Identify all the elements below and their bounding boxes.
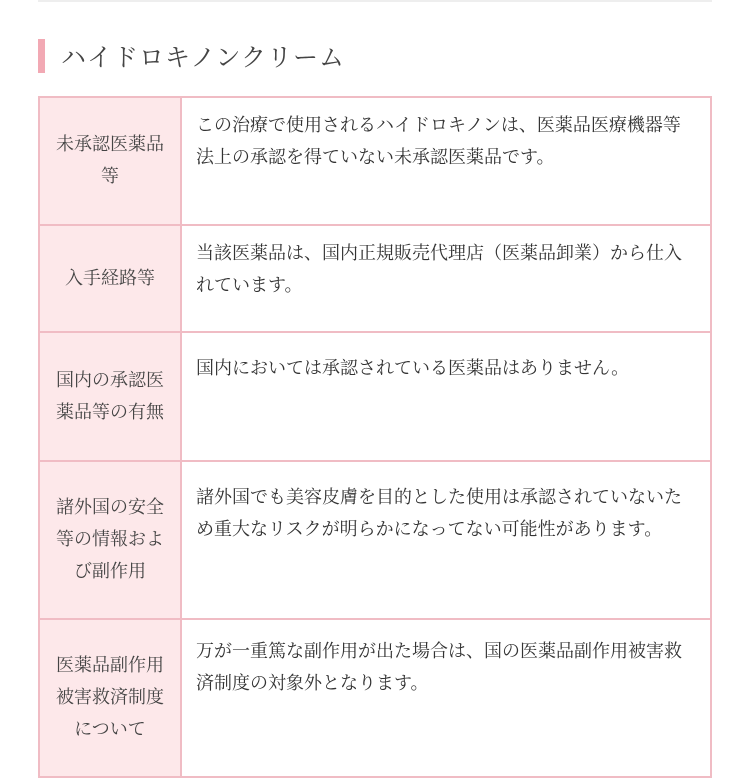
- row-label: 医薬品副作用被害救済制度について: [39, 619, 181, 777]
- row-value: [181, 461, 711, 619]
- unapproved-drug-info-table: [38, 96, 712, 778]
- table-row: [39, 97, 711, 225]
- row-value-text: 当該医薬品は、国内正規販売代理店（医薬品卸業）から仕入れています。: [196, 243, 682, 296]
- top-divider: [38, 0, 712, 2]
- row-value: [181, 332, 711, 461]
- row-value: [181, 97, 711, 225]
- table-row: [39, 461, 711, 619]
- table-row: [39, 332, 711, 461]
- table-row: [39, 619, 711, 777]
- row-label: 未承認医薬品等: [39, 97, 181, 225]
- row-value-text: 国内においては承認されている医薬品はありません。: [196, 358, 630, 379]
- row-value: [181, 225, 711, 332]
- section-heading: [38, 38, 345, 74]
- row-label: 国内の承認医薬品等の有無: [39, 332, 181, 461]
- row-value-text: この治療で使用されるハイドロキノンは、医薬品医療機器等法上の承認を得ていない未承認医薬品です。: [196, 115, 681, 168]
- row-value-text: 諸外国でも美容皮膚を目的とした使用は承認されていないため重大なリスクが明らかになってない可能性があります。: [196, 487, 682, 540]
- heading-accent-bar: [38, 39, 45, 73]
- row-label: 入手経路等: [39, 225, 181, 332]
- row-value: [181, 619, 711, 777]
- row-value-text: 万が一重篤な副作用が出た場合は、国の医薬品副作用被害救済制度の対象外となります。: [196, 641, 682, 694]
- table-row: [39, 225, 711, 332]
- section-title: ハイドロキノンクリーム: [61, 43, 346, 72]
- row-label: 諸外国の安全等の情報および副作用: [39, 461, 181, 619]
